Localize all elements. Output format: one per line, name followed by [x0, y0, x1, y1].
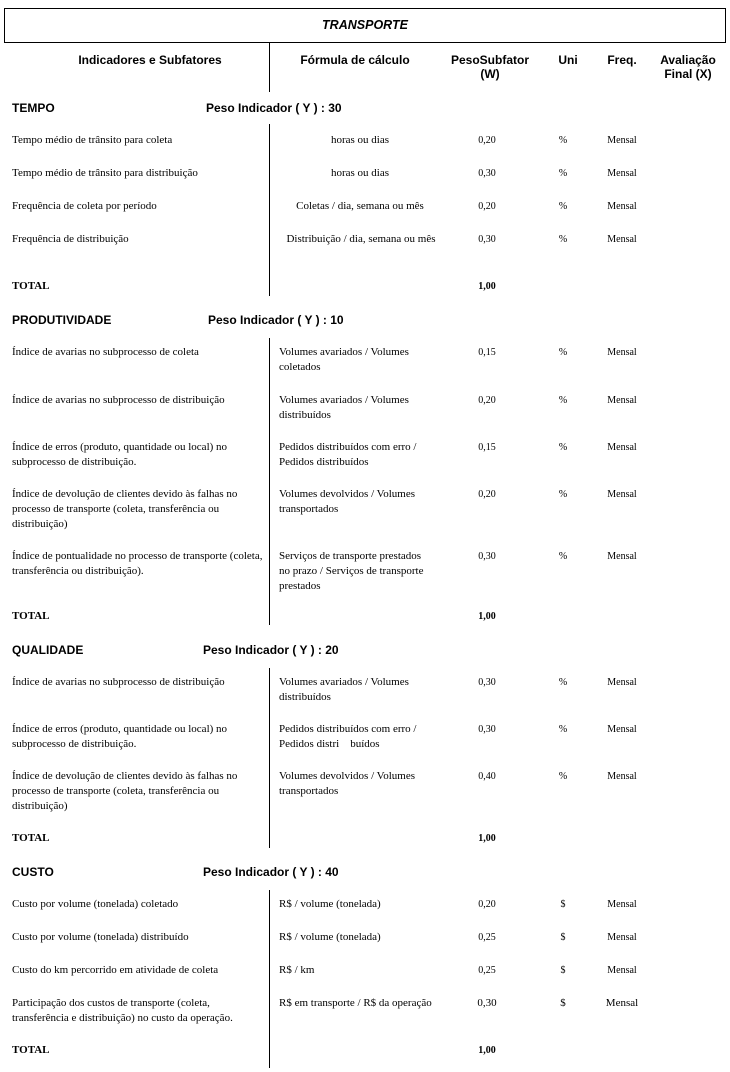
- formula-cell: R$ em transporte / R$ da operação: [279, 997, 432, 1009]
- formula-cell: Coletas / dia, semana ou mês: [296, 200, 424, 212]
- unit-cell: %: [558, 442, 568, 453]
- section-peso: Peso Indicador ( Y ) : 30: [206, 101, 342, 115]
- indicator-cell: Custo por volume (tonelada) coletado: [12, 898, 179, 910]
- formula-cell: horas ou dias: [330, 134, 390, 146]
- indicator-cell: Índice de devolução de clientes devido às falhas no processo de transporte (coleta, transferência ou distribuição): [12, 770, 238, 812]
- formula-cell: Volumes devolvidos / Volumes transportados: [279, 770, 415, 797]
- total-value: 1,00: [478, 611, 496, 622]
- weight-cell: 0,20: [478, 899, 496, 910]
- weight-cell: 0,15: [478, 347, 496, 358]
- frequency-cell: Mensal: [607, 201, 637, 212]
- weight-cell: 0,30: [478, 724, 496, 735]
- formula-cell: Distribuição / dia, semana ou mês: [286, 233, 436, 245]
- unit-cell: %: [558, 347, 568, 358]
- unit-cell: %: [558, 168, 568, 179]
- unit-cell: %: [558, 234, 568, 245]
- formula-cell: Volumes avariados / Volumes distribuídos: [279, 676, 409, 703]
- weight-cell: 0,40: [478, 771, 496, 782]
- header-peso-line2: (W): [480, 67, 500, 81]
- formula-cell: Volumes avariados / Volumes coletados: [279, 346, 409, 373]
- total-label: TOTAL: [12, 280, 50, 292]
- indicator-cell: Tempo médio de trânsito para coleta: [12, 134, 173, 146]
- indicator-cell: Índice de avarias no subprocesso de distribuição: [12, 676, 225, 688]
- formula-cell: horas ou dias: [330, 167, 390, 179]
- column-divider: [269, 668, 270, 848]
- indicator-cell: Índice de erros (produto, quantidade ou local) no subprocesso de distribuição.: [12, 723, 228, 750]
- frequency-cell: Mensal: [607, 168, 637, 179]
- header-aval-line2: Final (X): [664, 67, 712, 81]
- indicator-cell: Frequência de distribuição: [12, 233, 129, 245]
- total-value: 1,00: [478, 281, 496, 292]
- weight-cell: 0,15: [478, 442, 496, 453]
- section-title: CUSTO: [12, 865, 54, 879]
- column-divider: [269, 42, 270, 92]
- header-uni: Uni: [558, 53, 578, 67]
- total-label: TOTAL: [12, 1044, 50, 1056]
- section-title: QUALIDADE: [12, 643, 84, 657]
- section-title: PRODUTIVIDADE: [12, 313, 112, 327]
- unit-cell: $: [560, 932, 566, 943]
- frequency-cell: Mensal: [607, 135, 637, 146]
- header-peso-line1: PesoSubfator: [450, 53, 529, 67]
- weight-cell: 0,20: [478, 489, 496, 500]
- unit-cell: %: [558, 489, 568, 500]
- frequency-cell: Mensal: [607, 899, 637, 910]
- total-label: TOTAL: [12, 832, 50, 844]
- indicator-cell: Custo do km percorrido em atividade de coleta: [12, 964, 219, 976]
- section-peso: Peso Indicador ( Y ) : 10: [208, 313, 344, 327]
- formula-cell: R$ / volume (tonelada): [279, 898, 381, 910]
- unit-cell: %: [558, 395, 568, 406]
- weight-cell: 0,30: [478, 677, 496, 688]
- header-peso-subfator: [440, 53, 540, 81]
- formula-cell: Pedidos distribuídos com erro / Pedidos distribuídos: [279, 441, 417, 468]
- weight-cell: 0,30: [478, 551, 496, 562]
- total-value: 1,00: [478, 833, 496, 844]
- formula-cell: Pedidos distribuídos com erro / Pedidos distri buídos: [279, 723, 420, 750]
- unit-cell: %: [558, 135, 568, 146]
- weight-cell: 0,25: [478, 932, 496, 943]
- header-aval-line1: Avaliação: [660, 53, 716, 67]
- frequency-cell: Mensal: [607, 551, 637, 562]
- indicator-cell: Participação dos custos de transporte (coleta, transferência e distribuição) no custo da operação.: [12, 997, 233, 1024]
- frequency-cell: Mensal: [607, 771, 637, 782]
- section-title: TEMPO: [12, 101, 55, 115]
- frequency-cell: Mensal: [607, 677, 637, 688]
- frequency-cell: Mensal: [607, 724, 637, 735]
- indicator-cell: Índice de avarias no subprocesso de coleta: [12, 346, 199, 358]
- column-divider: [269, 890, 270, 1068]
- indicator-cell: Índice de avarias no subprocesso de distribuição: [12, 394, 225, 406]
- weight-cell: 0,20: [478, 201, 496, 212]
- indicator-cell: Índice de erros (produto, quantidade ou local) no subprocesso de distribuição.: [12, 441, 228, 468]
- weight-cell: 0,30: [478, 168, 496, 179]
- formula-cell: R$ / volume (tonelada): [279, 931, 381, 943]
- weight-cell: 0,20: [478, 395, 496, 406]
- formula-cell: Volumes avariados / Volumes distribuídos: [279, 394, 409, 421]
- column-divider: [269, 338, 270, 625]
- weight-cell: 0,25: [478, 965, 496, 976]
- column-divider: [269, 124, 270, 296]
- weight-cell: 0,30: [477, 997, 497, 1009]
- header-indicadores: Indicadores e Subfatores: [78, 53, 222, 67]
- unit-cell: $: [560, 997, 566, 1009]
- frequency-cell: Mensal: [605, 997, 639, 1009]
- formula-cell: Volumes devolvidos / Volumes transportados: [279, 488, 415, 515]
- frequency-cell: Mensal: [607, 932, 637, 943]
- section-peso: Peso Indicador ( Y ) : 40: [203, 865, 339, 879]
- unit-cell: %: [558, 551, 568, 562]
- frequency-cell: Mensal: [607, 442, 637, 453]
- indicator-cell: Custo por volume (tonelada) distribuído: [12, 931, 189, 943]
- weight-cell: 0,20: [478, 135, 496, 146]
- unit-cell: $: [560, 965, 566, 976]
- unit-cell: %: [558, 771, 568, 782]
- frequency-cell: Mensal: [607, 395, 637, 406]
- unit-cell: %: [558, 677, 568, 688]
- formula-cell: R$ / km: [279, 964, 315, 976]
- unit-cell: %: [558, 724, 568, 735]
- indicator-cell: Índice de pontualidade no processo de transporte (coleta, transferência ou distribuição).: [12, 550, 263, 577]
- indicator-cell: Frequência de coleta por período: [12, 200, 157, 212]
- total-label: TOTAL: [12, 610, 50, 622]
- section-peso: Peso Indicador ( Y ) : 20: [203, 643, 339, 657]
- frequency-cell: Mensal: [607, 234, 637, 245]
- header-formula: Fórmula de cálculo: [300, 53, 410, 67]
- indicator-cell: Índice de devolução de clientes devido às falhas no processo de transporte (coleta, transferência ou distribuição): [12, 488, 238, 530]
- unit-cell: $: [560, 899, 566, 910]
- frequency-cell: Mensal: [607, 347, 637, 358]
- indicator-cell: Tempo médio de trânsito para distribuição: [12, 167, 198, 179]
- header-avaliacao-final: [650, 53, 726, 81]
- table-title: TRANSPORTE: [4, 8, 726, 42]
- formula-cell: Serviços de transporte prestados no prazo / Serviços de transporte prestados: [279, 550, 424, 592]
- total-value: 1,00: [478, 1045, 496, 1056]
- header-freq: Freq.: [607, 53, 637, 67]
- unit-cell: %: [558, 201, 568, 212]
- frequency-cell: Mensal: [607, 965, 637, 976]
- weight-cell: 0,30: [478, 234, 496, 245]
- frequency-cell: Mensal: [607, 489, 637, 500]
